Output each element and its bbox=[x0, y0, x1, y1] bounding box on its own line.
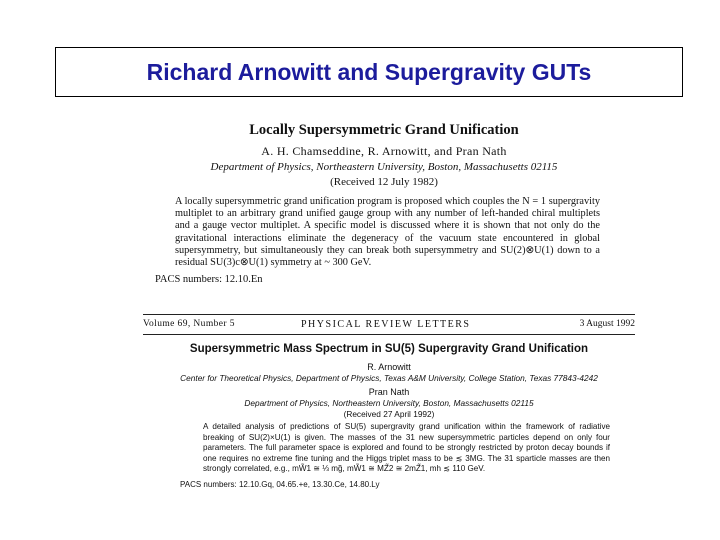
paper-1-received: (Received 12 July 1982) bbox=[330, 176, 438, 188]
journal-date: 3 August 1992 bbox=[579, 319, 635, 329]
paper-2-affiliation-2: Department of Physics, Northeastern University, Boston, Massachusetts 02115 bbox=[244, 398, 534, 408]
divider-rule bbox=[143, 314, 635, 315]
header-rule bbox=[143, 334, 635, 335]
paper-1-pacs: PACS numbers: 12.10.En bbox=[155, 274, 263, 286]
slide-title-box bbox=[55, 47, 683, 97]
paper-2-pacs: PACS numbers: 12.10.Gq, 04.65.+e, 13.30.Ce, 14.80.Ly bbox=[180, 479, 380, 489]
paper-2-received: (Received 27 April 1992) bbox=[343, 409, 435, 419]
paper-2 bbox=[160, 343, 618, 489]
paper-1 bbox=[150, 118, 618, 285]
paper-2-title: Supersymmetric Mass Spectrum in SU(5) Supergravity Grand Unification bbox=[189, 343, 589, 355]
paper-2-affiliation-1: Center for Theoretical Physics, Department of Physics, Texas A&M University, College Station, Texas 77843-4242 bbox=[180, 373, 598, 383]
paper-2-author-1: R. Arnowitt bbox=[367, 362, 411, 372]
journal-name: PHYSICAL REVIEW LETTERS bbox=[301, 319, 471, 330]
paper-1-abstract: A locally supersymmetric grand unification program is proposed which couples the N = 1 supergravity multiplet to an arbitrary grand unified gauge group with any number of left-handed chiral multiplets and a gauge vector multiplet. A specific model is discussed where it is shown that not only do the gravitational interactions eliminate the degeneracy of the vacuum state encountered in global supersymmetry, but simultaneously they can break both supersymmetry and SU(2)⊗U(1) down to a residual SU(3)c⊗U(1) symmetry at ~ 300 GeV. bbox=[175, 196, 600, 269]
paper-2-author-2: Pran Nath bbox=[368, 387, 410, 397]
journal-volume: Volume 69, Number 5 bbox=[143, 319, 235, 329]
slide-title: Richard Arnowitt and Supergravity GUTs bbox=[146, 59, 592, 85]
paper-1-authors: A. H. Chamseddine, R. Arnowitt, and Pran Nath bbox=[261, 144, 507, 158]
paper-2-abstract: A detailed analysis of predictions of SU(5) supergravity grand unification within the framework of radiative breaking of SU(2)×U(1) is given. The masses of the 31 new supersymmetric particles depend on only four parameters. The full parameter space is explored and found to be strongly restricted by proton decay bounds if one requires no extreme fine tuning and the Higgs triplet mass to be ≲ 3MG. The 31 sparticle masses are then strongly correlated, e.g., mW̃1 ≅ ⅓ mg̃, mW̃1 ≅ MZ̃2 ≅ 2mZ̃1, mh ≲ 110 GeV. bbox=[203, 422, 610, 473]
paper-1-affiliation: Department of Physics, Northeastern University, Boston, Massachusetts 02115 bbox=[210, 161, 558, 173]
paper-1-title: Locally Supersymmetric Grand Unification bbox=[249, 122, 519, 138]
